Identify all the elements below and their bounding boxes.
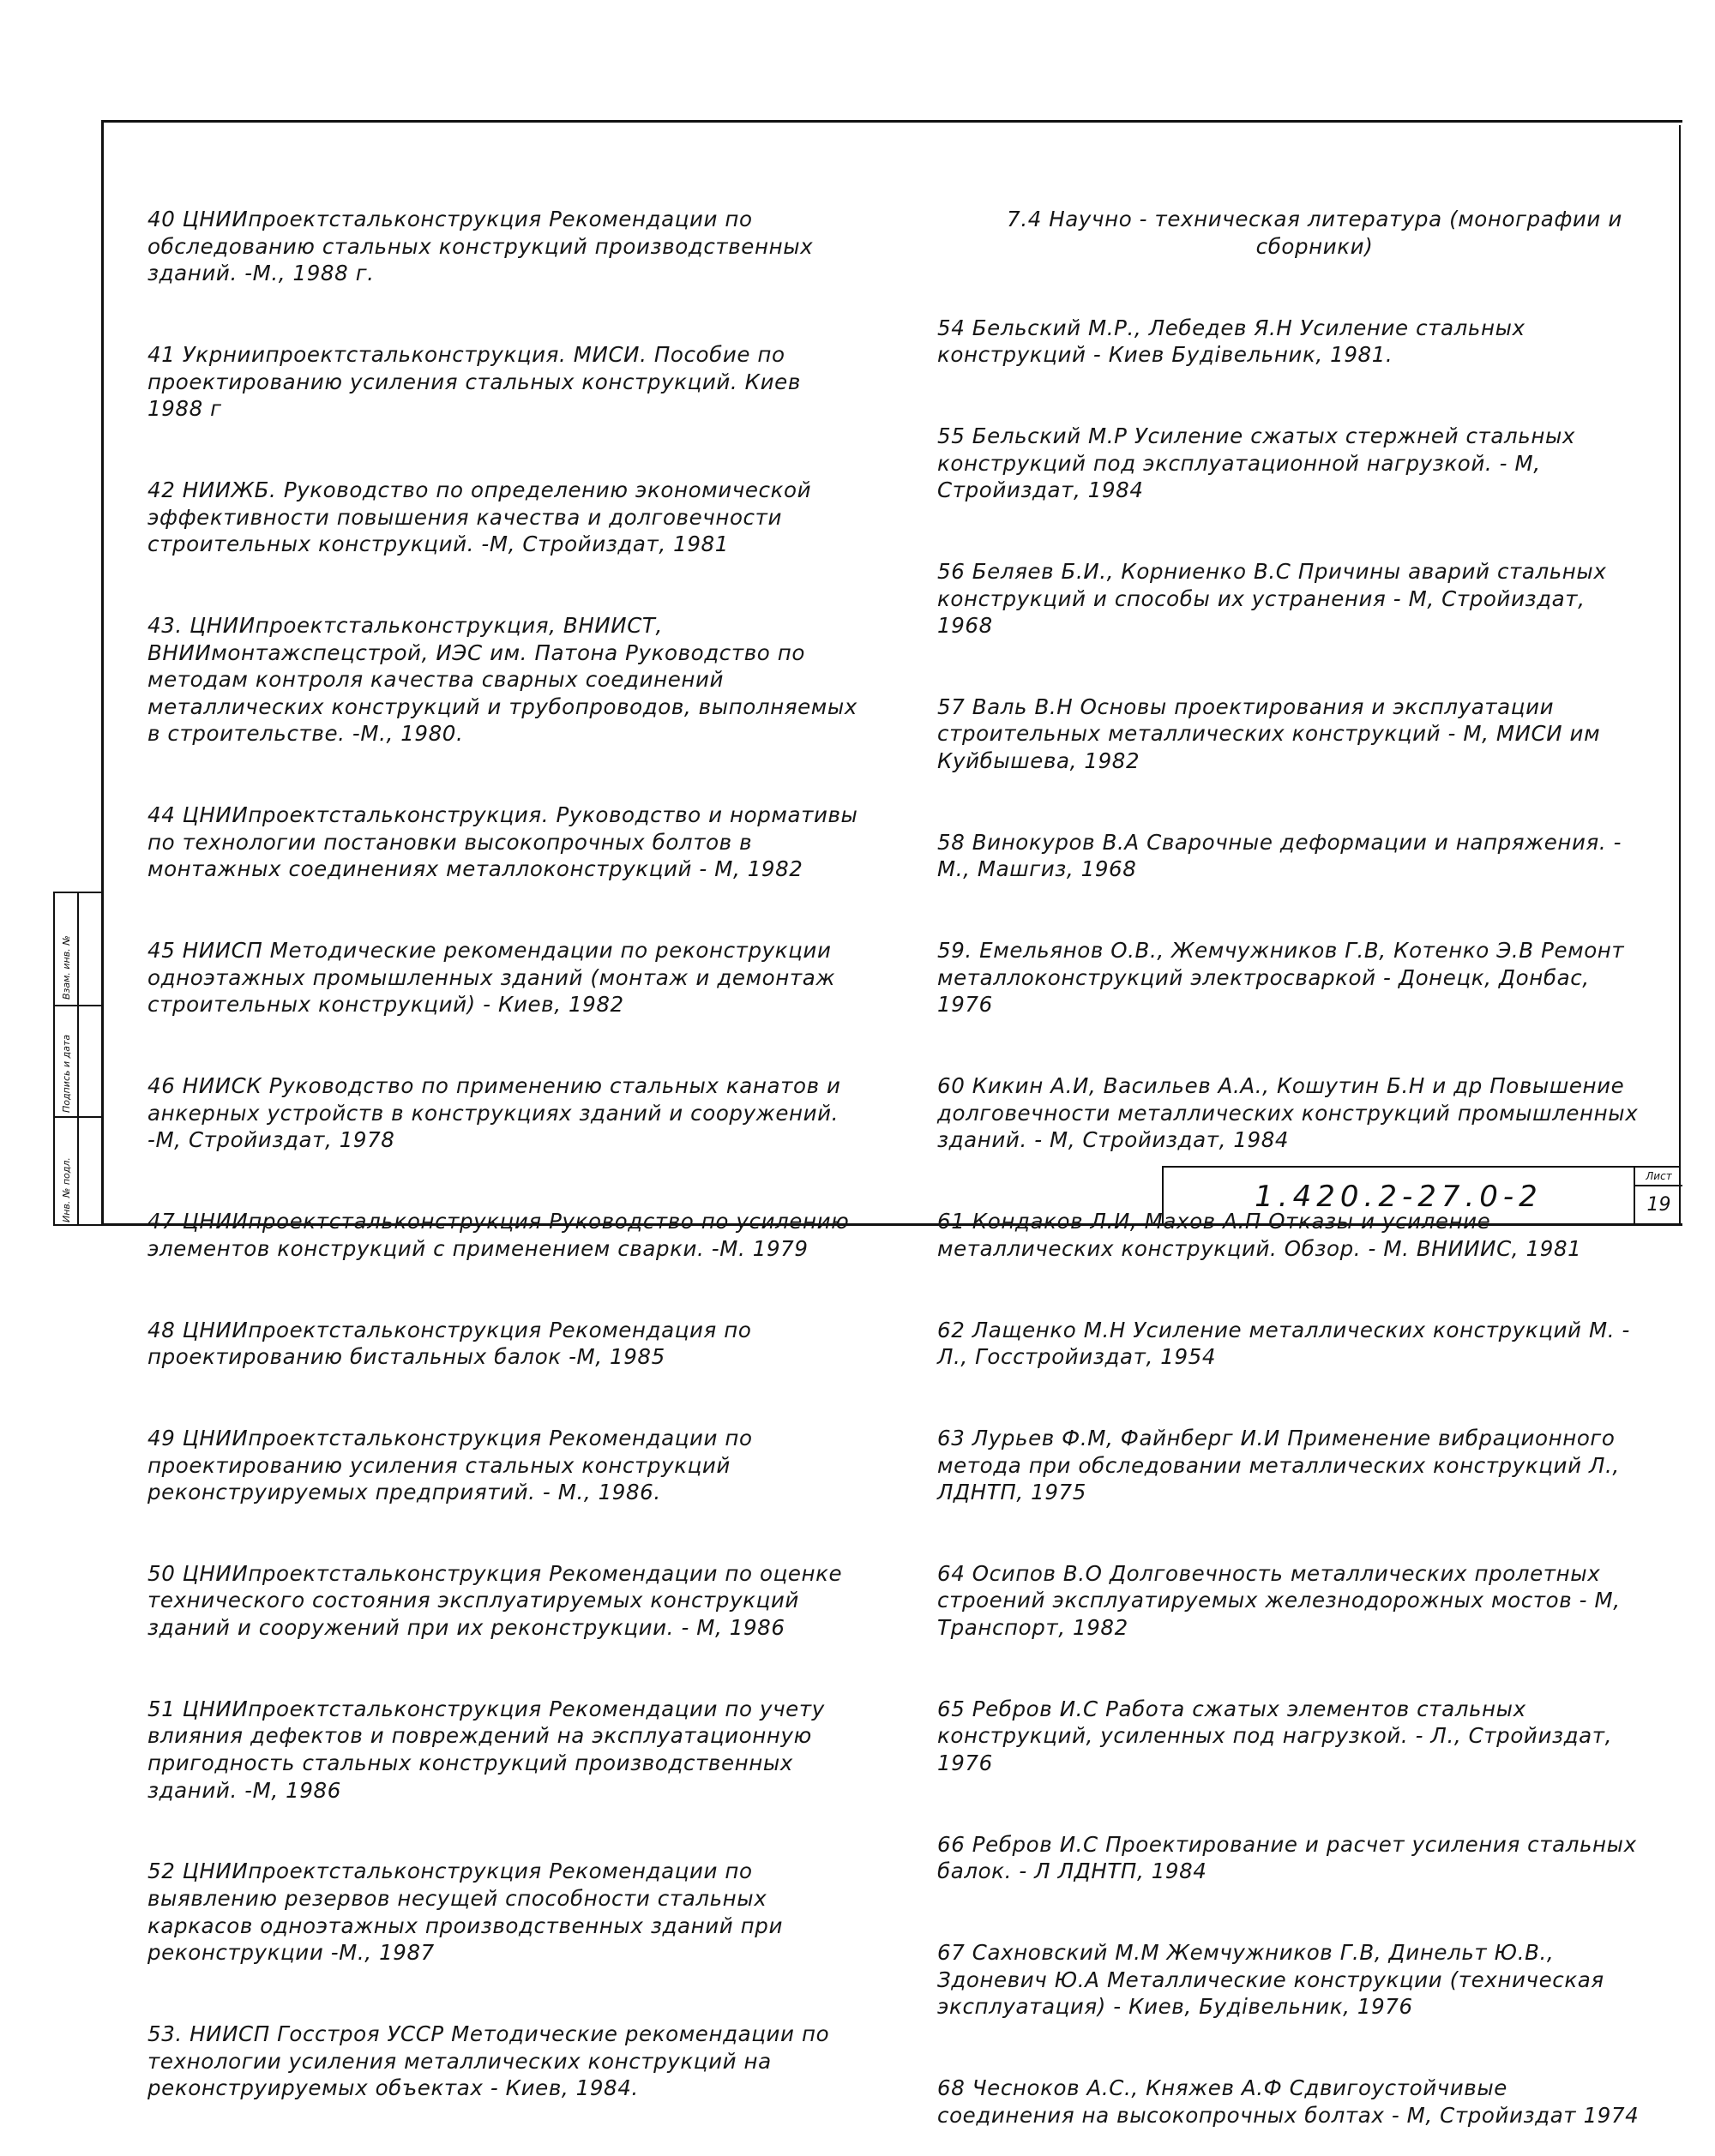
reference-67: 67 Сахновский М.М Жемчужников Г.В, Динельт Ю.В., Здоневич Ю.А Металлические конструкции (техническая эксплуатация) - Киев, Будiвельник, 1976	[937, 1940, 1612, 2020]
side-stamp-labels	[55, 893, 79, 1224]
title-block	[1162, 1166, 1681, 1226]
reference-53: 53. НИИСП Госстроя УССР Методические рекомендации по технологии усиления металлических конструкций на реконструируемых объектах - Киев, 1984.	[147, 2021, 837, 2101]
stamp-cell-inv	[55, 1116, 79, 1226]
side-stamp-values	[79, 893, 103, 1224]
reference-49: 49 ЦНИИпроектстальконструкция Рекомендации по проектированию усиления стальных конструкций реконструируемых предприятий. - М., 1986.	[147, 1425, 761, 1505]
reference-54: 54 Бельский М.Р., Лебедев Я.Н Усиление стальных конструкций - Киев Будiвельник, 1981.	[937, 315, 1533, 368]
sheet-number: 19	[1646, 1194, 1671, 1216]
left-column	[147, 152, 864, 2129]
reference-45: 45 НИИСП Методические рекомендации по реконструкции одноэтажных промышленных зданий (монтаж и демонтаж строительных конструкций) - Киев, 1982	[147, 938, 843, 1018]
document-code: 1.420.2-27.0-2	[1255, 1180, 1543, 1214]
stamp-cell-replacing	[55, 893, 79, 1005]
reference-43: 43. ЦНИИпроектстальконструкция, ВНИИСТ, ВНИИмонтажспецстрой, ИЭС им. Патона Руководство по методам контроля качества сварных соединений металлических конструкций и трубопроводов, выполняемых в строительстве. -М., 1980.	[147, 613, 865, 747]
reference-47: 47 ЦНИИпроектстальконструкция Руководство по усилению элементов конструкций с применением сварки. -М. 1979	[147, 1209, 857, 1261]
stamp-divider-2	[79, 1116, 103, 1118]
reference-57: 57 Валь В.Н Основы проектирования и эксплуатации строительных металлических конструкций - М, МИСИ им Куйбышева, 1982	[937, 694, 1608, 774]
reference-61: 61 Кондаков Л.И, Махов А.П Отказы и усиление металлических конструкций. Обзор. - М. ВНИИИС, 1981	[937, 1209, 1582, 1261]
stamp-signature-date: Подпись и дата	[61, 1034, 72, 1113]
reference-64: 64 Осипов В.О Долговечность металлических пролетных строений эксплуатируемых железнодорожных мостов - М, Транспорт, 1982	[937, 1560, 1628, 1641]
reference-66: 66 Ребров И.С Проектирование и расчет усиления стальных балок. - Л ЛДНТП, 1984	[937, 1831, 1645, 1884]
reference-42: 42 НИИЖБ. Руководство по определению экономической эффективности повышения качества и долговечности строительных конструкций. -М, Стройиздат, 1981	[147, 477, 819, 557]
reference-56: 56 Беляев Б.И., Корниенко В.С Причины аварий стальных конструкций и способы их устранения - М, Стройиздат, 1968	[937, 558, 1614, 639]
reference-63: 63 Лурьев Ф.М, Файнберг И.И Применение вибрационного метода при обследовании металлических конструкций Л., ЛДНТП, 1975	[937, 1425, 1628, 1505]
reference-51: 51 ЦНИИпроектстальконструкция Рекомендации по учету влияния дефектов и повреждений на эксплуатационную пригодность стальных конструкций производственных зданий. -М, 1986	[147, 1696, 833, 1803]
reference-65: 65 Ребров И.С Работа сжатых элементов стальных конструкций, усиленных под нагрузкой. - Л., Стройиздат, 1976	[937, 1696, 1620, 1776]
reference-55: 55 Бельский М.Р Усиление сжатых стержней стальных конструкций под эксплуатационной нагрузкой. - М, Стройиздат, 1984	[937, 423, 1583, 503]
right-column	[937, 152, 1646, 2156]
stamp-cell-signature	[55, 1005, 79, 1116]
reference-48: 48 ЦНИИпроектстальконструкция Рекомендация по проектированию бистальных балок -М, 1985	[147, 1317, 759, 1370]
reference-52: 52 ЦНИИпроектстальконструкция Рекомендации по выявлению резервов несущей способности стальных каркасов одноэтажных производственных зданий при реконструкции -М., 1987	[147, 1859, 791, 1966]
reference-62: 62 Лащенко М.Н Усиление металлических конструкций М. - Л., Госстройиздат, 1954	[937, 1317, 1638, 1370]
stamp-divider-1	[79, 1005, 103, 1006]
reference-60: 60 Кикин А.И, Васильев А.А., Кошутин Б.Н и др Повышение долговечности металлических конструкций промышленных зданий. - М, Стройиздат, 1984	[937, 1073, 1646, 1153]
reference-41: 41 Укрниипроектстальконструкция. МИСИ. Пособие по проектированию усиления стальных конструкций. Киев 1988 г	[147, 342, 809, 422]
stamp-inv-original: Инв. № подл.	[61, 1157, 72, 1222]
side-stamp	[53, 892, 101, 1226]
section-heading: 7.4 Научно - техническая литература (монографии и сборники)	[1007, 207, 1630, 259]
reference-59: 59. Емельянов О.В., Жемчужников Г.В, Котенко Э.В Ремонт металлоконструкций электросваркой - Донецк, Донбас, 1976	[937, 938, 1632, 1018]
reference-58: 58 Винокуров В.А Сварочные деформации и напряжения. - М., Машгиз, 1968	[937, 829, 1629, 882]
stamp-replacing-inv: Взам. инв. №	[61, 935, 72, 1000]
reference-46: 46 НИИСК Руководство по применению стальных канатов и анкерных устройств в конструкциях зданий и сооружений. -М, Стройиздат, 1978	[147, 1073, 848, 1153]
reference-40: 40 ЦНИИпроектстальконструкция Рекомендации по обследованию стальных конструкций производственных зданий. -М., 1988 г.	[147, 207, 821, 286]
sheet-number-box	[1634, 1168, 1682, 1226]
frame-right-edge	[1679, 125, 1681, 1226]
reference-44: 44 ЦНИИпроектстальконструкция. Руководство и нормативы по технологии постановки высокопрочных болтов в монтажных соединениях металлоконструкций - М, 1982	[147, 802, 865, 882]
reference-68: 68 Чесноков А.С., Княжев А.Ф Сдвигоустойчивые соединения на высокопрочных болтах - М, Стройиздат 1974	[937, 2075, 1640, 2128]
sheet-label: Лист	[1635, 1168, 1682, 1186]
reference-50: 50 ЦНИИпроектстальконструкция Рекомендации по оценке технического состояния эксплуатируемых конструкций зданий и сооружений при их реконструкции. - М, 1986	[147, 1560, 850, 1641]
